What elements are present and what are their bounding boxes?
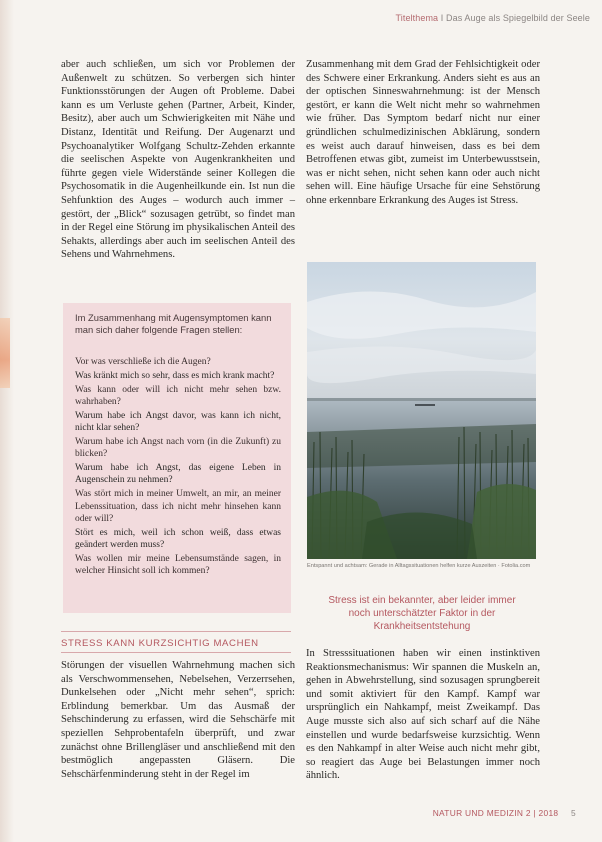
section-subhead: STRESS KANN KURZSICHTIG MACHEN: [61, 638, 259, 649]
right-column-bottom: [306, 647, 540, 783]
right-column-top: [306, 58, 540, 208]
question-item: Was kann oder will ich nicht mehr sehen bzw. wahrhaben?: [75, 385, 281, 408]
question-item: Warum habe ich Angst, das eigene Leben in Augenschein zu nehmen?: [75, 463, 281, 486]
question-item: Was stört mich in meiner Umwelt, an mir, an meiner Lebenssituation, dass ich nicht mehr hinsehen kann oder will?: [75, 489, 281, 524]
running-head-separator: I: [440, 13, 444, 23]
body-paragraph: aber auch schließen, um sich vor Problemen der Außenwelt zu schützen. So verbergen sich hinter Funktionsstörungen der Augen oft Probleme. Dabei kann es um Verluste gehen (Partner, Arbeit, Kinder, Besitz), aber auch um Schwierigkeiten mit Nähe und Distanz, Identität und Reifung. Der Augenarzt und Psychoanalytiker Wolfgang Schultz-Zehden erkannte die seelischen Aspekte von Augenkrankheiten und führte gegen viele Widerstände seiner Kollegen die Psychosomatik in die Augenheilkunde ein. Ist nun die Sehfunktion des Auges – wodurch auch immer – gestört, der „Blick“ sozusagen getrübt, so findet man in der Regel eine Störung im physikalischen Anteil des Sehakts, allerdings aber auch im seelischen Anteil des Sehens und Wahrnehmens.: [61, 59, 295, 261]
question-item: Stört es mich, weil ich schon weiß, dass etwas geändert werden muss?: [75, 527, 281, 550]
subhead-rule-top: [61, 631, 291, 632]
question-item: Was kränkt mich so sehr, dass es mich krank macht?: [75, 371, 275, 382]
running-head-section: Titelthema: [395, 13, 439, 23]
left-column-top: [61, 58, 295, 262]
lake-landscape-image: [307, 262, 536, 559]
question-item: Vor was verschließe ich die Augen?: [75, 357, 211, 367]
body-paragraph: In Stresssituationen haben wir einen instinktiven Reaktionsmechanismus: Wir spannen die Muskeln an, gehen in Abwehrstellung, sind sozusagen sprungbereit und somit aktiviert für den Kampf. Kampf war ursprünglich ein Nahkampf, meist Zweikampf. Das Auge musste sich also auf sich scharf auf die Nähe einstellen und wurde bedarfsweise kurzsichtig. Wenn es den Nahkampf in alter Weise auch nicht mehr gibt, so reagiert das Auge bei Belastungen immer noch ähnlich.: [306, 648, 540, 782]
running-head-title: Das Auge als Spiegelbild der Seele: [446, 13, 590, 23]
body-paragraph: Störungen der visuellen Wahrnehmung machen sich als Verschwommensehen, Nebelsehen, Verzerrsehen, Dunkelsehen oder „Nicht mehr sehen“, sprich: Erblindung bemerkbar. Um das Ausmaß der Sehschinderung zu erfassen, wird die Sehschärfe mit speziellen Sehprobentafeln überprüft, und zwar zunächst ohne Brillengläser und anschließend mit den bestmöglich angepassten Gläsern. Die Sehschärfenminderung steht in der Regel im: [61, 660, 295, 780]
page-edge-decoration: [0, 318, 10, 388]
lake-photo: [307, 262, 536, 559]
subhead-rule-bottom: [61, 652, 291, 653]
pull-quote: Stress ist ein bekannter, aber leider immer noch unterschätzter Faktor in der Krankheitsentstehung: [328, 595, 516, 632]
page-gutter: [0, 0, 14, 842]
magazine-name: NATUR UND MEDIZIN 2 | 2018: [432, 808, 559, 818]
page-number: 5: [571, 808, 576, 818]
question-list: [75, 356, 281, 579]
left-column-bottom: [61, 659, 295, 781]
question-item: Warum habe ich Angst nach vorn (in die Zukunft) zu blicken?: [75, 437, 281, 460]
page-footer: [433, 808, 576, 818]
questions-infobox: [63, 303, 291, 613]
infobox-intro: Im Zusammenhang mit Augensymptomen kann man sich daher folgende Fragen stellen:: [75, 312, 272, 336]
question-item: Was wollen mir meine Lebensumstände sagen, in welcher Hinsicht soll ich kommen?: [75, 553, 281, 576]
body-paragraph: Zusammenhang mit dem Grad der Fehlsichtigkeit oder des Schwere einer Erkrankung. Anders sieht es aus an der optischen Sinneswahrnehmung: ist der Mensch gestört, er kann die Welt nicht mehr so wahrnehmen wie früher. Das Symptom bedarf nicht nur einer gründlichen schulmedizinischen Abklärung, sondern es weist auch darauf hinweisen, dass es bei dem Betroffenen etwas gibt, zumeist im Unterbewusstsein, was er nicht sehen, nicht sehen kann oder auch nicht sehen will. Eine häufige Ursache für eine Sehstörung ohne erkennbare Erkrankung des Auges ist Stress.: [306, 59, 540, 206]
photo-caption: Entspannt und achtsam: Gerade in Alltagssituationen helfen kurze Auszeiten · Fotolia.com: [307, 563, 531, 569]
question-item: Warum habe ich Angst davor, was kann ich nicht, nicht klar sehen?: [75, 411, 281, 434]
running-head: [300, 13, 590, 23]
